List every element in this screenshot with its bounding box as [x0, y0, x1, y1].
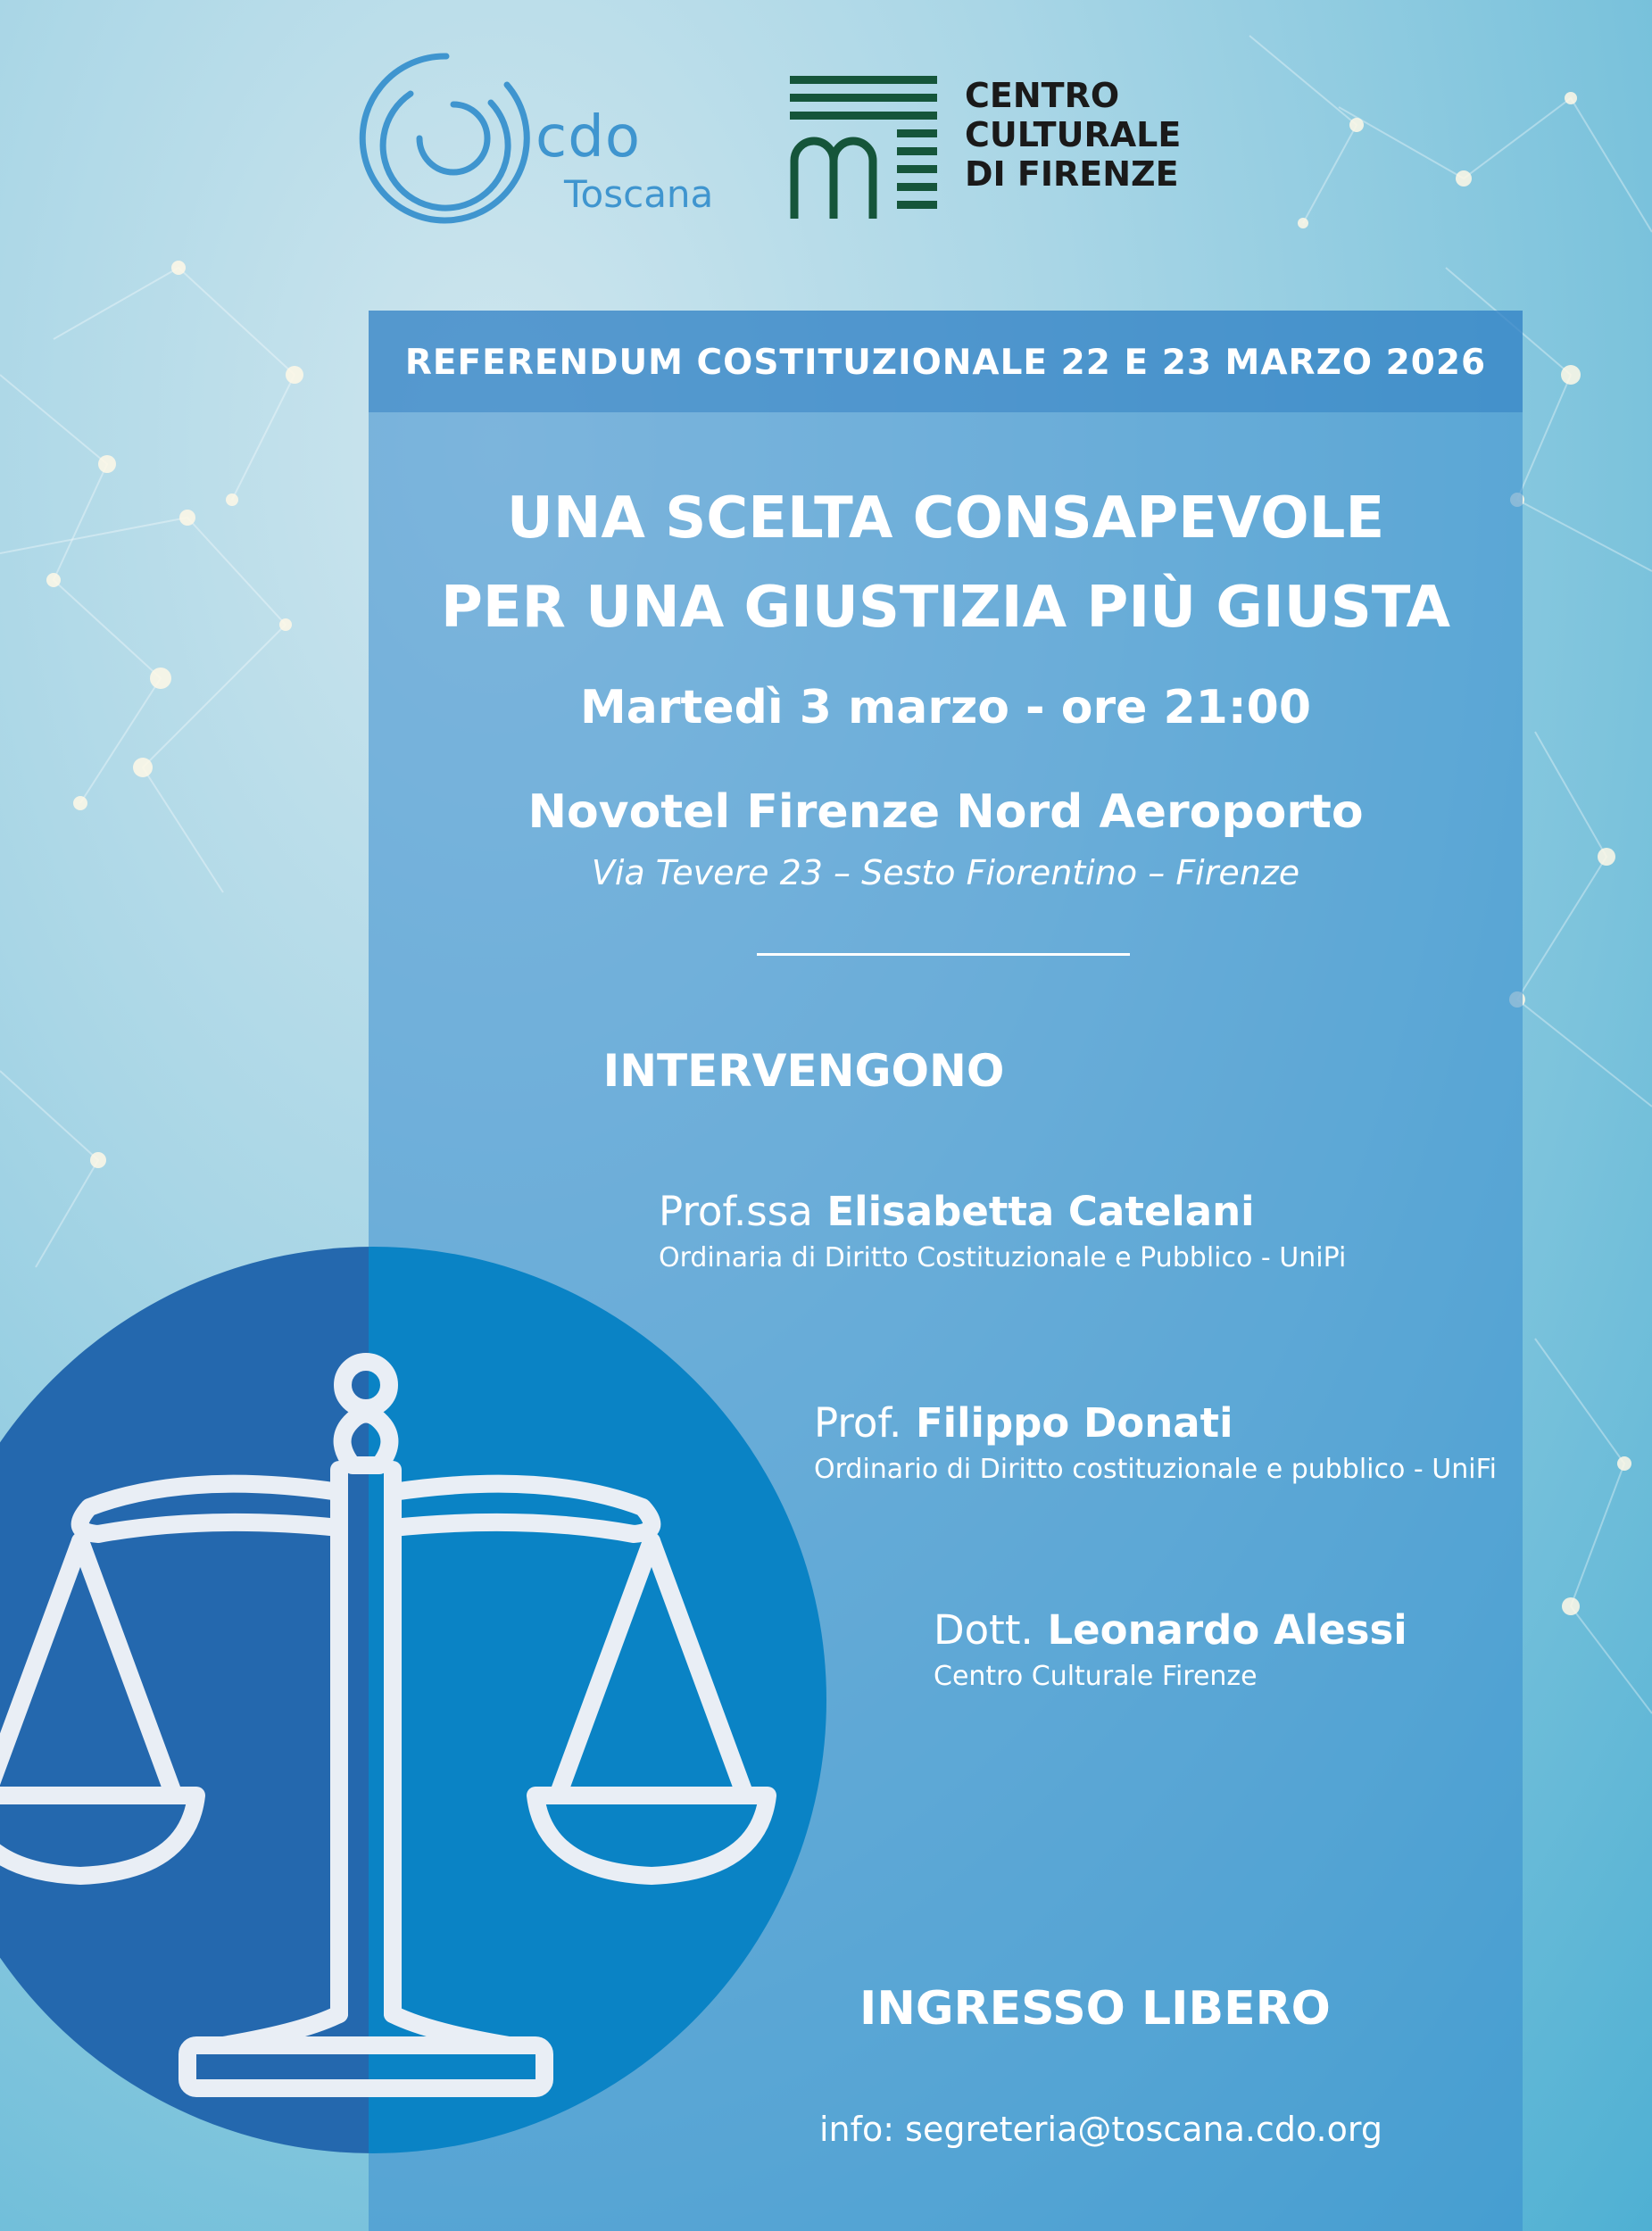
event-title-line-1: UNA SCELTA CONSAPEVOLE: [506, 485, 1385, 552]
arches-icon: [790, 76, 942, 223]
event-venue: Novotel Firenze Nord Aeroporto: [527, 785, 1364, 839]
event-title: [369, 474, 1523, 652]
speaker-2-title: Prof.: [814, 1399, 902, 1447]
event-datetime: Martedì 3 marzo - ore 21:00: [580, 681, 1311, 734]
event-address: Via Tevere 23 – Sesto Fiorentino – Firenze: [591, 853, 1300, 892]
speaker-1-name: Elisabetta Catelani: [826, 1188, 1255, 1235]
scales-circle: [0, 1247, 826, 2153]
speaker-2-role: Ordinario di Diritto costituzionale e pubblico - UniFi: [814, 1454, 1497, 1485]
speaker-1-name-line: [659, 1188, 1346, 1235]
speaker-3: [934, 1606, 1407, 1692]
speaker-2-name: Filippo Donati: [915, 1399, 1233, 1447]
speaker-1-role: Ordinaria di Diritto Costituzionale e Pubblico - UniPi: [659, 1242, 1347, 1273]
cdo-toscana-logo: [357, 49, 741, 228]
centro-culturale-logo: [790, 76, 1254, 228]
speaker-3-name: Leonardo Alessi: [1047, 1606, 1407, 1654]
centro-culturale-name: [965, 76, 1181, 194]
cdo-logo-region: Toscana: [564, 172, 714, 216]
cdo-logo-name: cdo: [535, 104, 641, 170]
speakers-heading: INTERVENGONO: [602, 1045, 1005, 1097]
scales-of-justice-icon: [0, 1247, 826, 2153]
ccf-line-2: CULTURALE: [965, 115, 1182, 154]
speaker-2: [814, 1399, 1497, 1485]
contact-info: info: segreteria@toscana.cdo.org: [819, 2110, 1382, 2149]
speaker-3-title: Dott.: [934, 1606, 1034, 1654]
cdo-swirl-icon: [357, 49, 535, 228]
ccf-line-3: DI FIRENZE: [965, 154, 1179, 194]
ccf-line-1: CENTRO: [965, 76, 1120, 115]
speaker-3-name-line: [934, 1606, 1407, 1654]
admission-text: INGRESSO LIBERO: [859, 1982, 1331, 2036]
speaker-3-role: Centro Culturale Firenze: [934, 1661, 1258, 1692]
speaker-2-name-line: [814, 1399, 1497, 1447]
divider: [757, 953, 1130, 956]
referendum-banner: [369, 311, 1523, 412]
event-title-line-2: PER UNA GIUSTIZIA PIÙ GIUSTA: [440, 575, 1451, 641]
referendum-banner-text: REFERENDUM COSTITUZIONALE 22 E 23 MARZO 2026: [404, 343, 1487, 383]
speaker-1-title: Prof.ssa: [659, 1188, 813, 1235]
